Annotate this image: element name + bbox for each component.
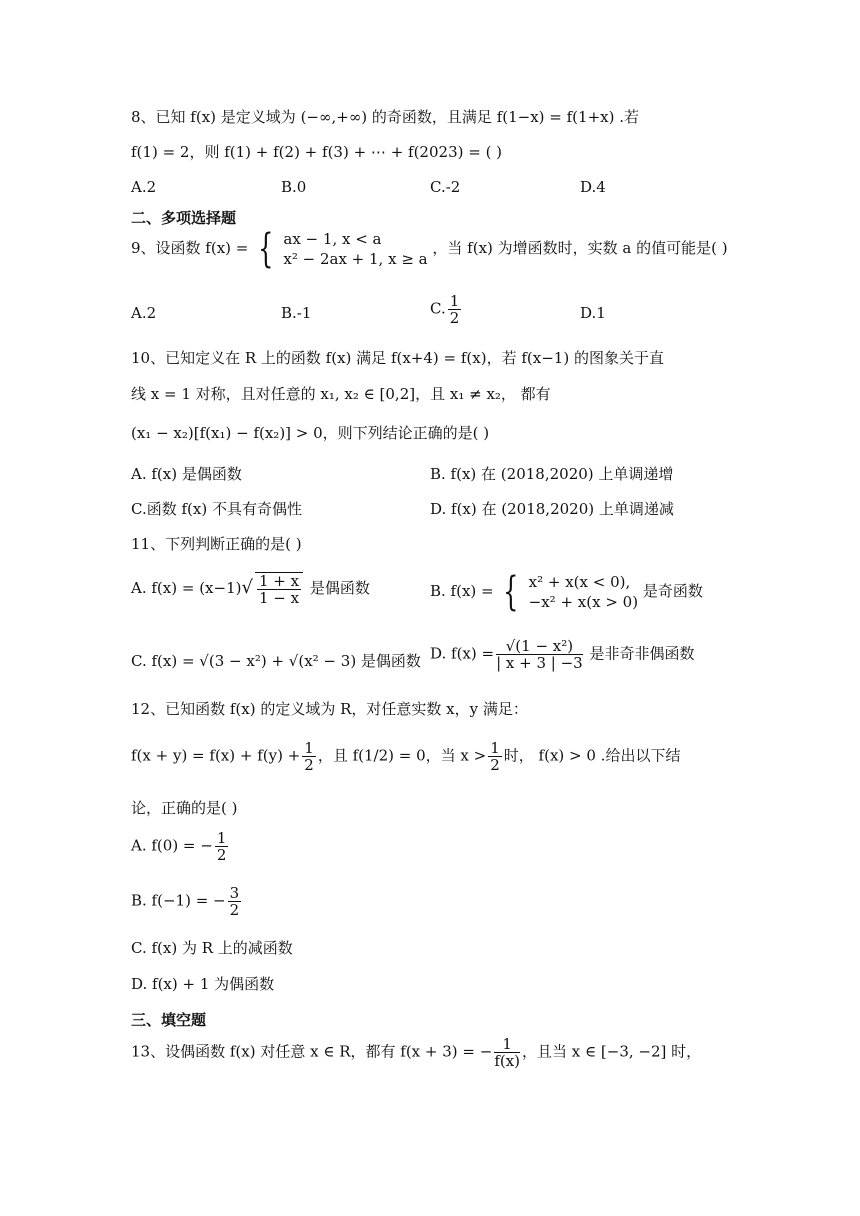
q11-option-c: C. f(x) = √(3 − x²) + √(x² − 3) 是偶函数 — [131, 652, 421, 670]
q11-b-piecewise — [529, 572, 638, 612]
left-brace: { — [503, 569, 519, 615]
fraction-numerator: √(1 − x²) — [496, 638, 583, 655]
q9-stem — [131, 226, 728, 272]
fraction — [496, 638, 583, 671]
fraction-numerator: 1 — [216, 829, 227, 847]
q8-line1: 8、已知 f(x) 是定义域为 (−∞,+∞) 的奇函数，且满足 f(1−x) = f(1+x) .若 — [131, 108, 639, 126]
fraction — [494, 1036, 520, 1069]
fraction-denominator: f(x) — [494, 1052, 521, 1070]
q13-line1 — [131, 1036, 701, 1069]
q11-b-pre: B. f(x) = — [430, 582, 494, 600]
q9-option-c — [430, 293, 463, 326]
q11-option-d — [430, 638, 695, 671]
q11-a-pre: A. f(x) = (x−1) — [131, 579, 242, 597]
q12-option-d: D. f(x) + 1 为偶函数 — [131, 975, 275, 993]
q11-d-post: 是非奇非偶函数 — [589, 644, 695, 663]
q12-line2-mid: ，且 f(1/2) = 0，当 x > — [317, 746, 487, 765]
q12-a-pre: A. f(0) = − — [131, 836, 213, 855]
q9-option-b: B.-1 — [281, 304, 312, 322]
section-heading-fill-blank: 三、填空题 — [131, 1011, 207, 1029]
fraction-denominator: 1 − x — [258, 589, 300, 607]
q8-option-c: C.-2 — [430, 178, 461, 196]
left-brace: { — [258, 226, 274, 272]
q12-option-a — [131, 830, 230, 863]
q12-option-b — [131, 885, 243, 918]
q12-line2 — [131, 740, 680, 773]
section-heading-multiple-choice: 二、多项选择题 — [131, 209, 237, 227]
q10-line1: 10、已知定义在 R 上的函数 f(x) 满足 f(x+4) = f(x)，若 f(x−1) 的图象关于直 — [131, 349, 664, 367]
fraction-numerator: 1 — [494, 1036, 520, 1053]
fraction — [488, 740, 502, 773]
q9-case2: x² − 2ax + 1, x ≥ a — [283, 250, 428, 268]
q13-pre: 13、设偶函数 f(x) 对任意 x ∈ R，都有 f(x + 3) = − — [131, 1042, 493, 1061]
q11-stem: 11、下列判断正确的是( ) — [131, 535, 302, 553]
q11-b-case1: x² + x(x < 0), — [528, 573, 631, 591]
q8-option-a: A.2 — [131, 178, 157, 196]
q8-option-b: B.0 — [281, 178, 307, 196]
fraction-denominator: | x + 3 | −3 — [496, 654, 583, 672]
q9-prefix: 9、设函数 f(x) = — [131, 239, 249, 257]
q12-line2-post: 时， f(x) > 0 .给出以下结 — [503, 746, 681, 765]
sqrt-sign: √ — [241, 577, 253, 598]
fraction-denominator: 2 — [490, 756, 500, 774]
q10-option-a: A. f(x) 是偶函数 — [131, 465, 242, 483]
q12-option-c: C. f(x) 为 R 上的减函数 — [131, 939, 293, 957]
q8-line2: f(1) = 2，则 f(1) + f(2) + f(3) + ⋯ + f(2023) = ( ) — [131, 143, 503, 161]
fraction-numerator: 1 — [304, 739, 314, 757]
fraction-denominator: 2 — [449, 309, 460, 327]
fraction-denominator: 2 — [229, 901, 240, 919]
q9-option-a: A.2 — [131, 304, 157, 322]
fraction — [302, 740, 316, 773]
q9-piecewise — [283, 229, 427, 269]
q8-option-d: D.4 — [580, 178, 606, 196]
q12-line2-pre: f(x + y) = f(x) + f(y) + — [131, 746, 301, 765]
q10-option-b: B. f(x) 在 (2018,2020) 上单调递增 — [430, 465, 674, 483]
q9-suffix: ，当 f(x) 为增函数时，实数 a 的值可能是( ) — [432, 239, 728, 257]
q13-post: ，且当 x ∈ [−3, −2] 时， — [522, 1042, 702, 1061]
q11-b-post: 是奇函数 — [642, 582, 703, 600]
fraction-numerator: 1 — [449, 292, 460, 310]
q9-case1: ax − 1, x < a — [283, 230, 382, 248]
q10-option-c: C.函数 f(x) 不具有奇偶性 — [131, 500, 302, 518]
q9-option-c-label: C. — [430, 299, 446, 318]
q11-a-post: 是偶函数 — [309, 579, 370, 597]
fraction-numerator: 3 — [229, 884, 240, 902]
q12-line1: 12、已知函数 f(x) 的定义域为 R，对任意实数 x，y 满足： — [131, 700, 528, 718]
fraction-denominator: 2 — [304, 756, 314, 774]
fraction — [448, 293, 462, 326]
q12-line3: 论，正确的是( ) — [131, 799, 238, 817]
q11-b-case2: −x² + x(x > 0) — [528, 593, 639, 611]
fraction-denominator: 2 — [216, 846, 227, 864]
q9-option-d: D.1 — [580, 304, 606, 322]
q11-d-pre: D. f(x) = — [430, 644, 495, 663]
q10-line2: 线 x = 1 对称，且对任意的 x₁, x₂ ∈ [0,2]，且 x₁ ≠ x₂， 都有 — [131, 385, 551, 403]
q11-option-a — [131, 572, 370, 606]
fraction — [215, 830, 229, 863]
q12-b-pre: B. f(−1) = − — [131, 891, 226, 910]
fraction-numerator: 1 — [490, 739, 500, 757]
q11-option-b — [430, 569, 703, 615]
fraction — [228, 885, 242, 918]
q10-option-d: D. f(x) 在 (2018,2020) 上单调递减 — [430, 500, 674, 518]
q10-line3: (x₁ − x₂)[f(x₁) − f(x₂)] > 0，则下列结论正确的是( ) — [131, 424, 490, 442]
fraction-numerator: 1 + x — [258, 572, 300, 590]
fraction — [255, 572, 303, 606]
